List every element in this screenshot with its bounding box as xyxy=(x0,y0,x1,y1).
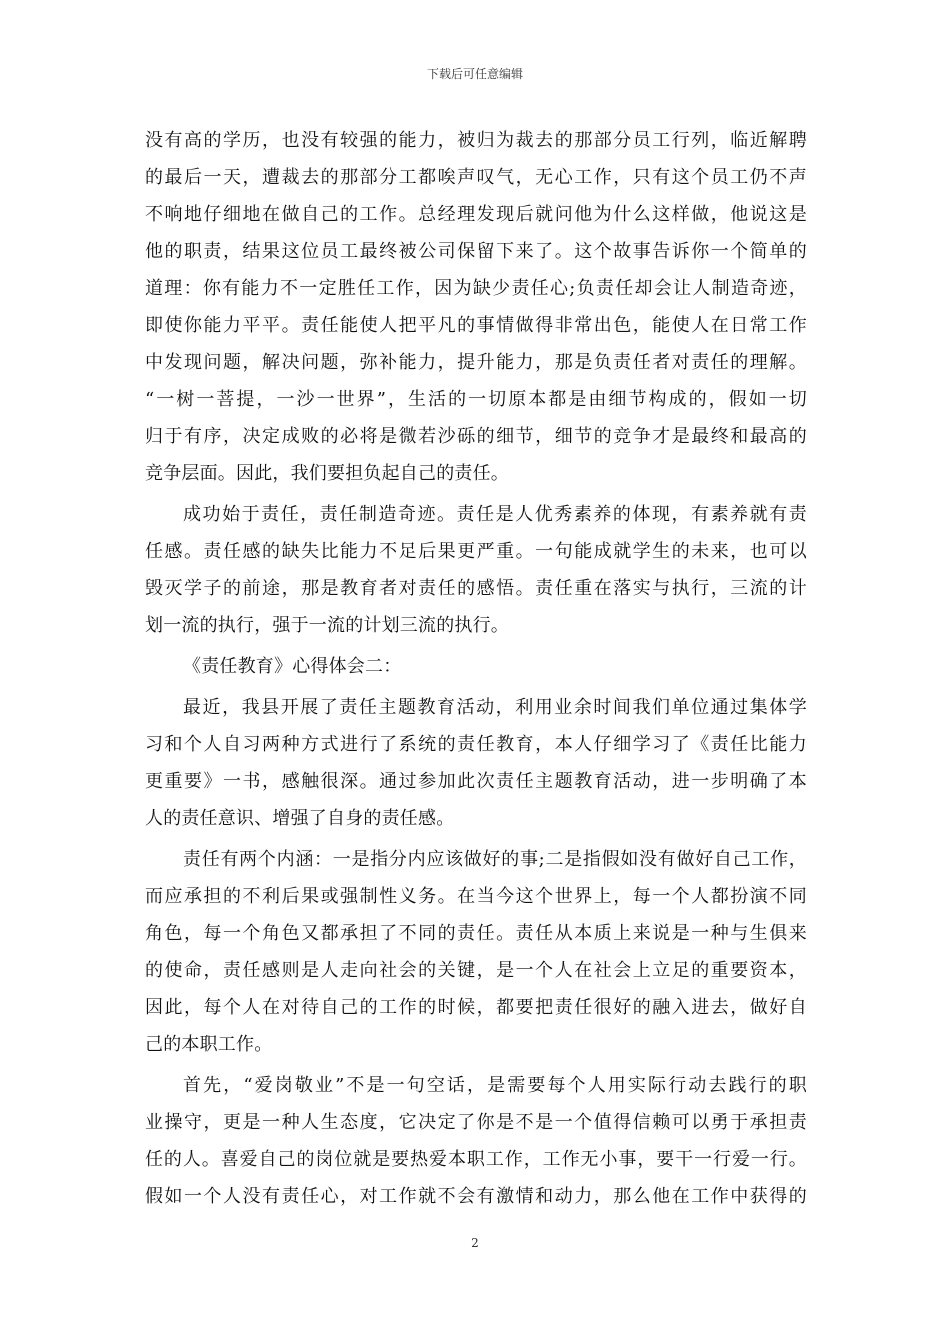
text-line: 假如一个人没有责任心，对工作就不会有激情和动力，那么他在工作中获得的 xyxy=(145,1186,807,1207)
text-line: 首先，“爱岗敬业”不是一句空话，是需要每个人用实际行动去践行的职 xyxy=(183,1075,807,1096)
text-line: 人的责任意识、增强了自身的责任感。 xyxy=(145,808,455,829)
text-line: 习和个人自习两种方式进行了系统的责任教育，本人仔细学习了《责任比能力 xyxy=(145,734,807,755)
paragraph xyxy=(145,841,807,1063)
text-line: 即使你能力平平。责任能使人把平凡的事情做得非常出色，能使人在日常工作 xyxy=(145,315,807,336)
text-line: 任感。责任感的缺失比能力不足后果更严重。一句能成就学生的未来，也可以 xyxy=(145,541,807,562)
section-heading xyxy=(145,648,807,685)
text-line: 角色，每一个角色又都承担了不同的责任。责任从本质上来说是一种与生俱来 xyxy=(145,923,807,944)
text-line: 竞争层面。因此，我们要担负起自己的责任。 xyxy=(145,463,509,484)
paragraph xyxy=(145,122,807,492)
text-line: 的使命，责任感则是人走向社会的关键，是一个人在社会上立足的重要资本， xyxy=(145,960,807,981)
page-number: 2 xyxy=(471,1236,479,1250)
text-line: 成功始于责任，责任制造奇迹。责任是人优秀素养的体现，有素养就有责 xyxy=(183,504,807,525)
text-line: 不响地仔细地在做自己的工作。总经理发现后就问他为什么这样做，他说这是 xyxy=(145,204,807,225)
paragraph xyxy=(145,1067,807,1215)
text-line: 责任有两个内涵：一是指分内应该做好的事;二是指假如没有做好自己工作， xyxy=(183,849,807,870)
paragraph xyxy=(145,496,807,644)
paragraph xyxy=(145,689,807,837)
text-line: 因此，每个人在对待自己的工作的时候，都要把责任很好的融入进去，做好自 xyxy=(145,997,807,1018)
text-line: 划一流的执行，强于一流的计划三流的执行。 xyxy=(145,615,509,636)
text-line: 而应承担的不利后果或强制性义务。在当今这个世界上，每一个人都扮演不同 xyxy=(145,886,807,907)
page-header: 下载后可任意编辑 xyxy=(426,67,523,81)
text-line: 的最后一天，遭裁去的那部分工都唉声叹气，无心工作，只有这个员工仍不声 xyxy=(145,167,807,188)
text-line: 没有高的学历，也没有较强的能力，被归为裁去的那部分员工行列，临近解聘 xyxy=(145,130,807,151)
text-line: 道理：你有能力不一定胜任工作，因为缺少责任心;负责任却会让人制造奇迹， xyxy=(145,278,807,299)
text-line: 更重要》一书，感触很深。通过参加此次责任主题教育活动，进一步明确了本 xyxy=(145,771,807,792)
text-line: 他的职责，结果这位员工最终被公司保留下来了。这个故事告诉你一个简单的 xyxy=(145,241,807,262)
text-line: 中发现问题，解决问题，弥补能力，提升能力，那是负责任者对责任的理解。 xyxy=(145,352,807,373)
text-line: 最近，我县开展了责任主题教育活动，利用业余时间我们单位通过集体学 xyxy=(183,697,807,718)
text-line: 任的人。喜爱自己的岗位就是要热爱本职工作，工作无小事，要干一行爱一行。 xyxy=(145,1149,807,1170)
text-line: 业操守，更是一种人生态度，它决定了你是不是一个值得信赖可以勇于承担责 xyxy=(145,1112,807,1133)
text-line: 毁灭学子的前途，那是教育者对责任的感悟。责任重在落实与执行，三流的计 xyxy=(145,578,807,599)
text-line: 己的本职工作。 xyxy=(145,1034,273,1055)
text-line: “一树一菩提，一沙一世界”，生活的一切原本都是由细节构成的，假如一切 xyxy=(145,389,807,410)
document-body xyxy=(145,122,807,1215)
text-line: 《责任教育》心得体会二： xyxy=(183,656,402,677)
text-line: 归于有序，决定成败的必将是微若沙砾的细节，细节的竞争才是最终和最高的 xyxy=(145,426,807,447)
